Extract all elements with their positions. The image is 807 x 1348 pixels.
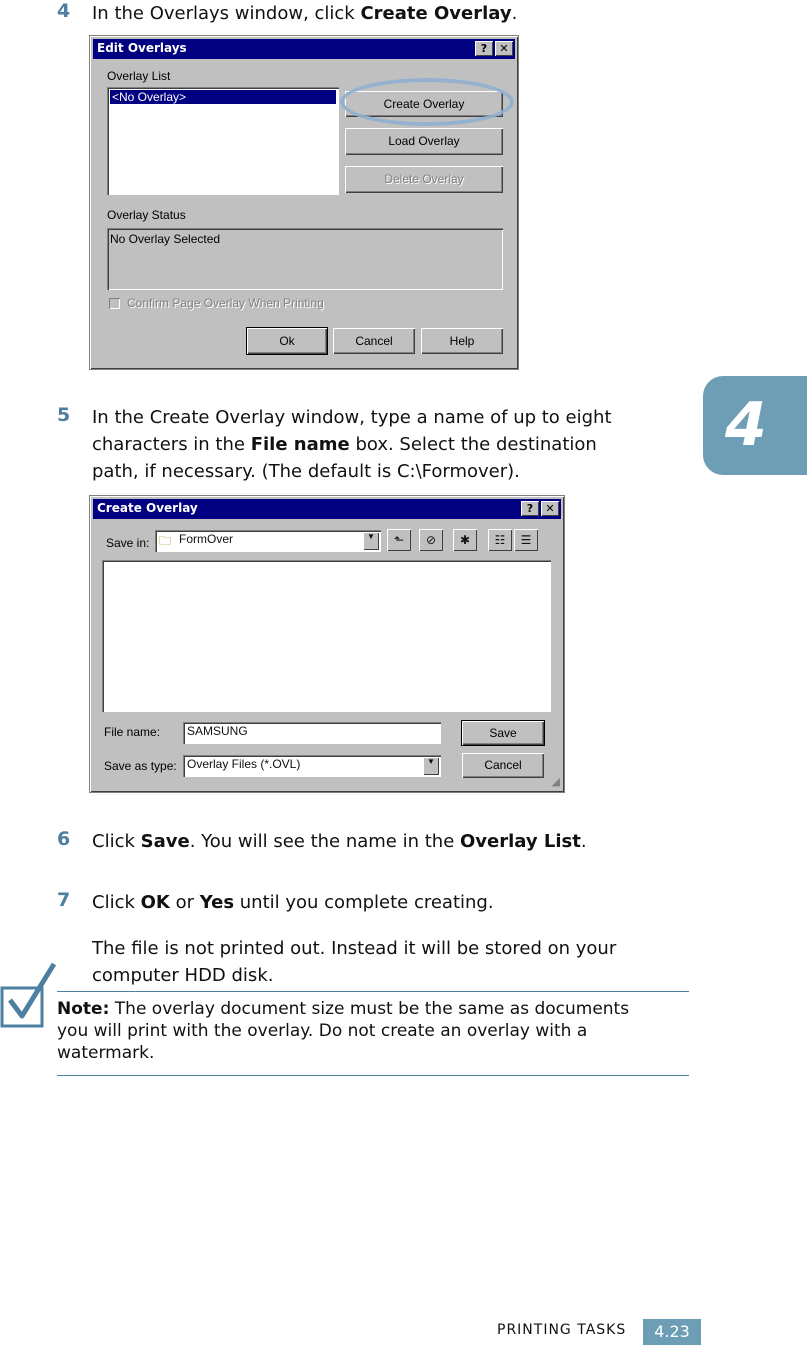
help-icon[interactable]: ? <box>521 501 539 516</box>
help-button[interactable]: Help <box>421 328 503 354</box>
close-icon[interactable]: ✕ <box>541 501 559 516</box>
bold-term: Overlay List <box>460 831 581 852</box>
divider <box>57 1075 689 1076</box>
help-icon[interactable]: ? <box>475 41 493 56</box>
overlay-list-label: Overlay List <box>107 69 171 83</box>
step-number: 4 <box>57 0 71 22</box>
create-overlay-button[interactable]: Create Overlay <box>345 91 503 117</box>
dialog-title: Edit Overlays <box>97 41 187 55</box>
edit-overlays-dialog <box>89 35 519 370</box>
text: The overlay document size must be the same as documents <box>109 999 630 1019</box>
cancel-button[interactable]: Cancel <box>462 753 544 778</box>
text-line: The file is not printed out. Instead it will be stored on your <box>92 938 617 959</box>
resize-grip-icon[interactable]: ◢ <box>551 775 560 788</box>
note-block <box>57 998 689 1064</box>
chapter-number: 4 <box>725 390 767 460</box>
bold-term: OK <box>140 892 170 913</box>
title-bar <box>93 39 515 59</box>
chapter-tab <box>703 376 807 475</box>
step-7-text <box>92 889 494 916</box>
checkmark-icon <box>0 960 58 1030</box>
file-name-label: File name: <box>104 725 161 739</box>
note-label: Note: <box>57 999 110 1019</box>
folder-icon: 🗀 <box>159 534 172 548</box>
text: Click <box>92 831 141 852</box>
text: box. Select the destination <box>349 434 597 455</box>
save-in-value: FormOver <box>179 532 233 546</box>
text-line: computer HDD disk. <box>92 965 274 986</box>
text-line <box>92 431 692 458</box>
text: until you complete creating. <box>234 892 494 913</box>
ok-button[interactable]: Ok <box>247 328 327 354</box>
overlay-status-value: No Overlay Selected <box>110 232 221 246</box>
text: or <box>169 892 200 913</box>
text-line: you will print with the overlay. Do not create an overlay with a <box>57 1021 588 1041</box>
bold-term: Yes <box>199 892 235 913</box>
step-number: 7 <box>57 889 71 911</box>
close-icon[interactable]: ✕ <box>495 41 513 56</box>
save-button[interactable]: Save <box>462 721 544 745</box>
step-7-followup <box>92 935 692 989</box>
confirm-checkbox-label: Confirm Page Overlay When Printing <box>127 296 324 310</box>
chevron-down-icon[interactable]: ▼ <box>423 757 439 775</box>
load-overlay-button[interactable]: Load Overlay <box>345 128 503 155</box>
title-bar <box>93 499 561 519</box>
step-6-text <box>92 828 587 855</box>
delete-overlay-button[interactable]: Delete Overlay <box>345 166 503 193</box>
dialog-title: Create Overlay <box>97 501 198 515</box>
details-view-icon[interactable]: ☰ <box>514 529 538 551</box>
file-list-area[interactable] <box>102 560 551 712</box>
create-overlay-dialog <box>89 495 565 793</box>
overlay-status-label: Overlay Status <box>107 208 186 222</box>
save-type-value: Overlay Files (*.OVL) <box>187 757 301 771</box>
footer-section-title: PRINTING TASKS <box>497 1322 627 1338</box>
new-folder-icon[interactable]: ✱ <box>453 529 477 551</box>
bold-term: File name <box>250 434 350 455</box>
bold-term: Create Overlay <box>360 3 512 24</box>
desktop-icon[interactable]: ⊘ <box>419 529 443 551</box>
overlay-list-item[interactable]: <No Overlay> <box>110 90 336 104</box>
cancel-button[interactable]: Cancel <box>333 328 415 354</box>
save-type-label: Save as type: <box>104 759 177 773</box>
text: . <box>511 3 518 24</box>
text-line <box>57 998 689 1020</box>
text-line: path, if necessary. (The default is C:\Formover). <box>92 461 520 482</box>
overlay-status-box <box>107 228 503 290</box>
step-4-text <box>92 0 517 27</box>
text: Click <box>92 892 141 913</box>
save-in-label: Save in: <box>106 536 150 550</box>
up-folder-icon[interactable]: ⬑ <box>387 529 411 551</box>
file-name-value: SAMSUNG <box>187 724 248 738</box>
overlay-list-box[interactable] <box>107 87 339 195</box>
chevron-down-icon[interactable]: ▼ <box>363 532 379 550</box>
text: . <box>580 831 587 852</box>
list-view-icon[interactable]: ☷ <box>488 529 512 551</box>
step-number: 5 <box>57 404 71 426</box>
highlight-ellipse <box>340 78 514 126</box>
page-number: 4.23 <box>643 1319 701 1345</box>
text-line: watermark. <box>57 1043 155 1063</box>
text-line: In the Create Overlay window, type a name of up to eight <box>92 407 612 428</box>
divider <box>57 991 689 992</box>
file-name-input[interactable] <box>183 722 441 744</box>
confirm-checkbox[interactable] <box>109 298 120 309</box>
save-in-combo[interactable] <box>155 530 381 552</box>
step-5-text <box>92 404 692 485</box>
bold-term: Save <box>140 831 190 852</box>
text: In the Overlays window, click <box>92 3 361 24</box>
step-number: 6 <box>57 828 71 850</box>
text: . You will see the name in the <box>189 831 460 852</box>
text: characters in the <box>92 434 251 455</box>
save-type-select[interactable] <box>183 755 441 777</box>
